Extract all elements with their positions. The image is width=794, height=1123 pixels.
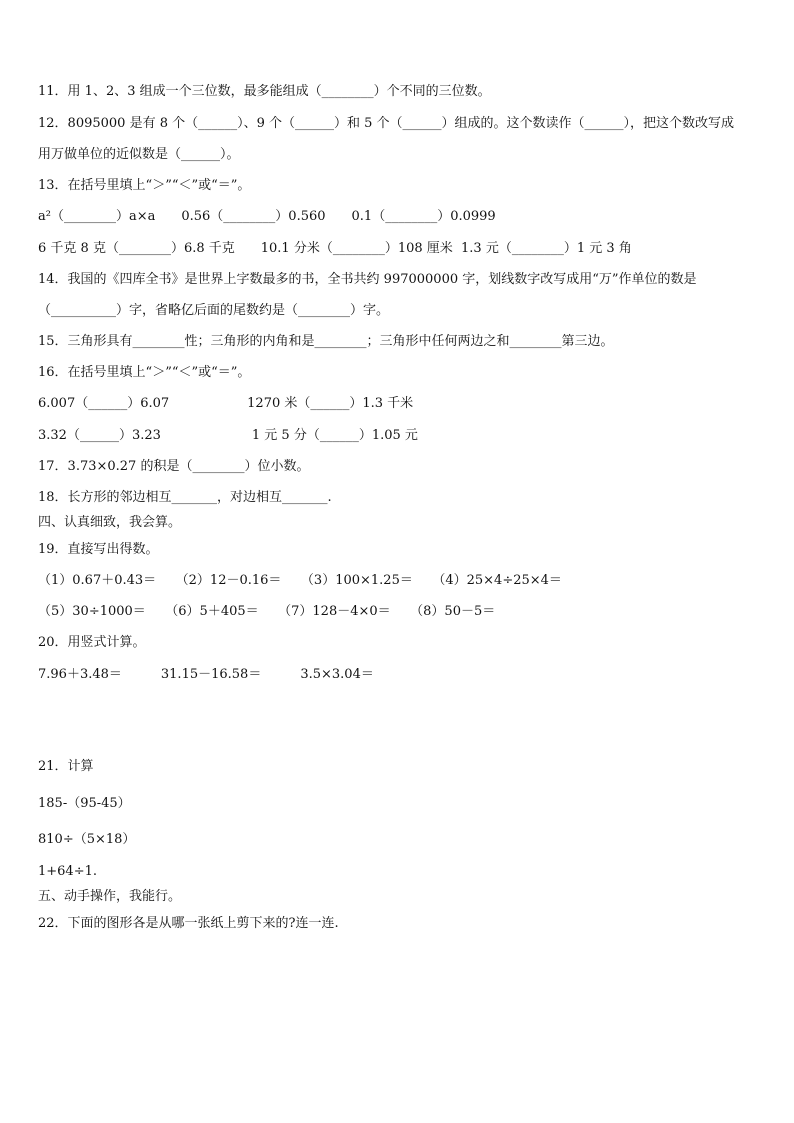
question-21-item-2: 810÷（5×18） — [38, 832, 136, 847]
question-11: 11．用 1、2、3 组成一个三位数，最多能组成（________）个不同的三位数。 — [38, 84, 491, 99]
question-21: 21．计算 — [38, 759, 94, 774]
question-16: 16．在括号里填上“＞”“＜”或“＝”。 — [38, 365, 251, 380]
question-22: 22．下面的图形各是从哪一张纸上剪下来的?连一连. — [38, 916, 339, 931]
question-21-item-3: 1+64÷1. — [38, 864, 98, 879]
section-4-heading: 四、认真细致，我会算。 — [38, 515, 182, 530]
question-19-row-2: （5）30÷1000＝ （6）5＋405＝ （7）128－4×0＝ （8）50－5＝ — [38, 604, 496, 619]
question-13-row-1: a²（________）a×a 0.56（________）0.560 0.1（________）0.0999 — [38, 209, 496, 224]
question-19: 19．直接写出得数。 — [38, 542, 159, 557]
question-19-row-1: （1）0.67＋0.43＝ （2）12－0.16＝ （3）100×1.25＝ （4）25×4÷25×4＝ — [38, 573, 562, 588]
question-16-row-1: 6.007（______）6.07 1270 米（______）1.3 千米 — [38, 396, 414, 411]
question-14: 14．我国的《四库全书》是世界上字数最多的书，全书共约 997000000 字，划线数字改写成用“万”作单位的数是 — [38, 272, 697, 287]
question-12-cont: 用万做单位的近似数是（______）。 — [38, 147, 240, 162]
question-17: 17．3.73×0.27 的积是（________）位小数。 — [38, 459, 310, 474]
question-13: 13．在括号里填上“＞”“＜”或“＝”。 — [38, 178, 251, 193]
question-14-cont: （__________）字，省略亿后面的尾数约是（________）字。 — [38, 303, 390, 318]
question-20-row: 7.96＋3.48＝ 31.15－16.58＝ 3.5×3.04＝ — [38, 667, 374, 682]
section-5-heading: 五、动手操作，我能行。 — [38, 889, 182, 904]
question-13-row-2: 6 千克 8 克（________）6.8 千克 10.1 分米（________）108 厘米 1.3 元（________）1 元 3 角 — [38, 241, 632, 256]
question-15: 15．三角形具有________性；三角形的内角和是________；三角形中任何两边之和________第三边。 — [38, 334, 614, 349]
question-20: 20．用竖式计算。 — [38, 635, 146, 650]
question-18: 18．长方形的邻边相互_______，对边相互_______. — [38, 490, 332, 505]
question-21-item-1: 185-（95-45） — [38, 796, 131, 811]
question-16-row-2: 3.32（______）3.23 1 元 5 分（______）1.05 元 — [38, 428, 418, 443]
question-12: 12．8095000 是有 8 个（______）、9 个（______）和 5 个（______）组成的。这个数读作（______），把这个数改写成 — [38, 116, 735, 131]
